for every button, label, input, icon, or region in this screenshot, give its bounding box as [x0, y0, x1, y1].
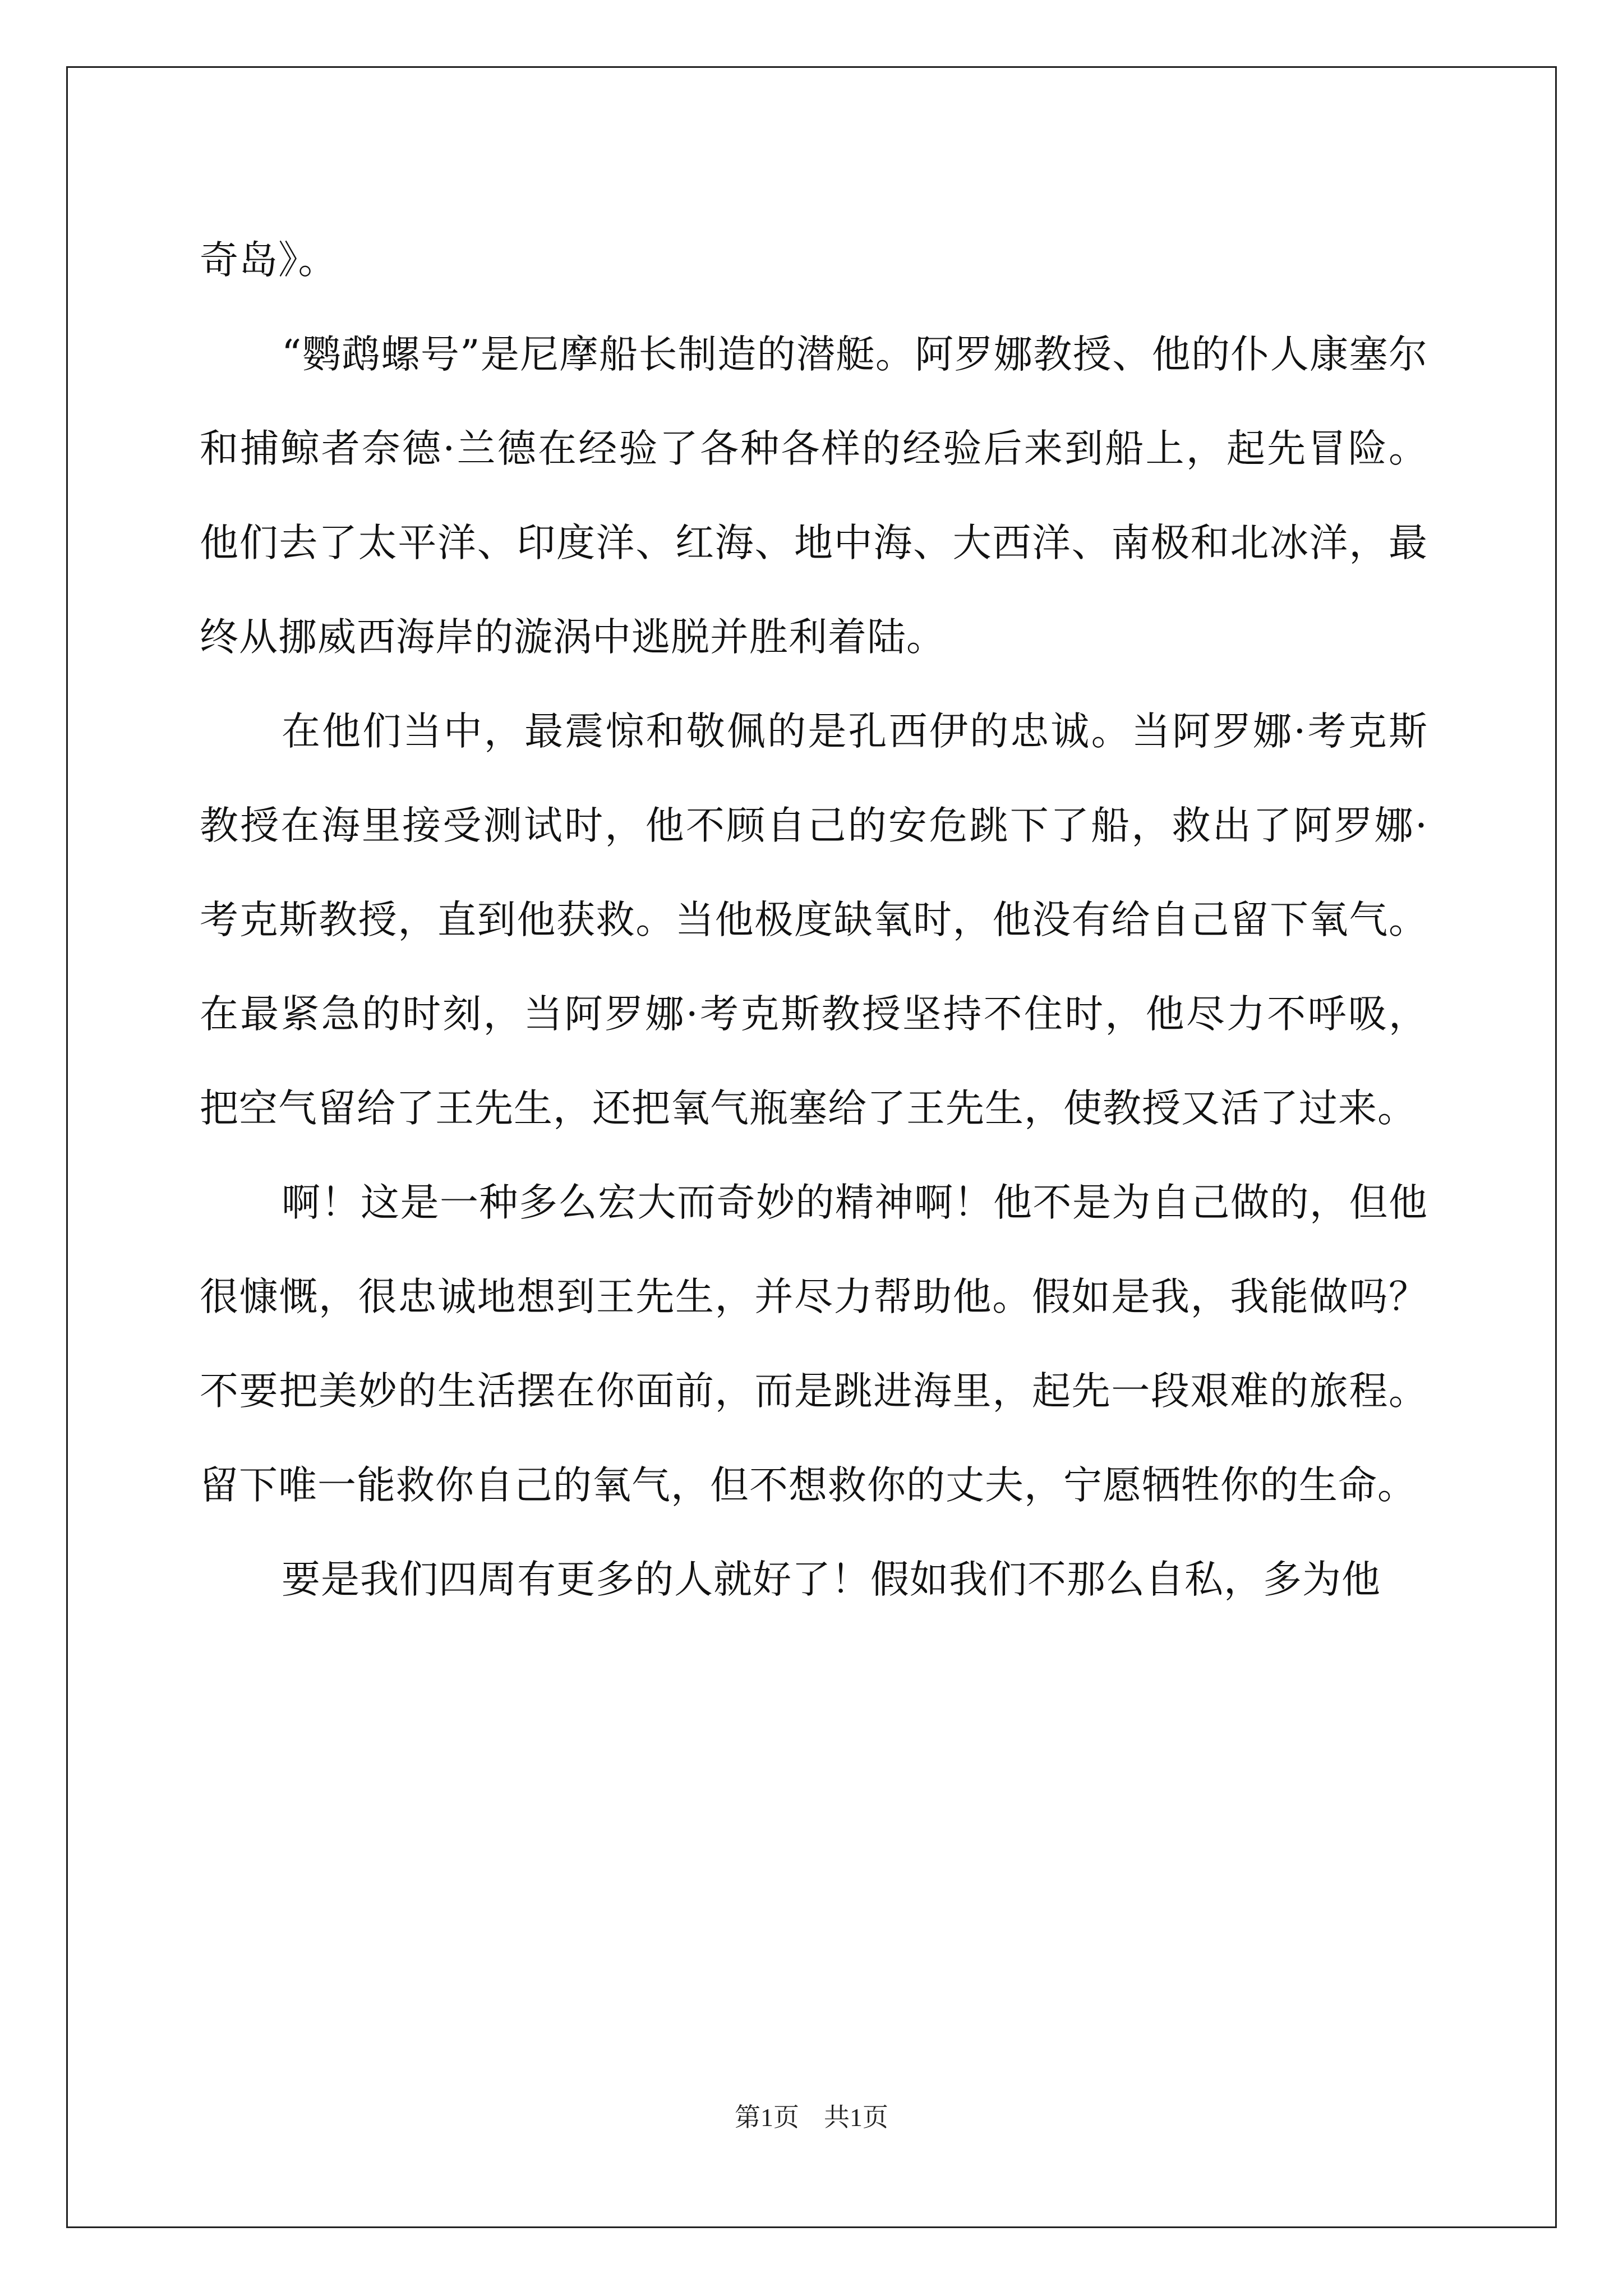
page-footer	[0, 2097, 1623, 2134]
paragraph-5: 要是我们四周有更多的人就好了！假如我们不那么自私，多为他	[282, 1557, 1381, 1602]
paragraph-1: 奇岛》。	[200, 238, 338, 283]
page-total: 共1页	[824, 2103, 888, 2132]
paragraph-3: 在他们当中，最震惊和敬佩的是孔西伊的忠诚。当阿罗娜·考克斯教授在海里接受测试时，他不顾自己的安危跳下了船，救出了阿罗娜·考克斯教授，直到他获救。当他极度缺氧时，他没有给自己留下氧气。在最紧急的时刻，当阿罗娜·考克斯教授坚持不住时，他尽力不呼吸，把空气留给了王先生，还把氧气瓶塞给了王先生，使教授又活了过来。	[200, 709, 1428, 1131]
page-number: 第1页	[735, 2103, 799, 2132]
document-body	[200, 213, 1428, 1627]
paragraph-2: “鹦鹉螺号”是尼摩船长制造的潜艇。阿罗娜教授、他的仆人康塞尔和捕鲸者奈德·兰德在经验了各种各样的经验后来到船上，起先冒险。他们去了太平洋、印度洋、红海、地中海、大西洋、南极和北冰洋，最终从挪威西海岸的漩涡中逃脱并胜利着陆。	[200, 332, 1428, 660]
paragraph-4: 啊！这是一种多么宏大而奇妙的精神啊！他不是为自己做的，但他很慷慨，很忠诚地想到王先生，并尽力帮助他。假如是我，我能做吗？不要把美妙的生活摆在你面前，而是跳进海里，起先一段艰难的旅程。留下唯一能救你自己的氧气，但不想救你的丈夫，宁愿牺牲你的生命。	[200, 1180, 1428, 1508]
